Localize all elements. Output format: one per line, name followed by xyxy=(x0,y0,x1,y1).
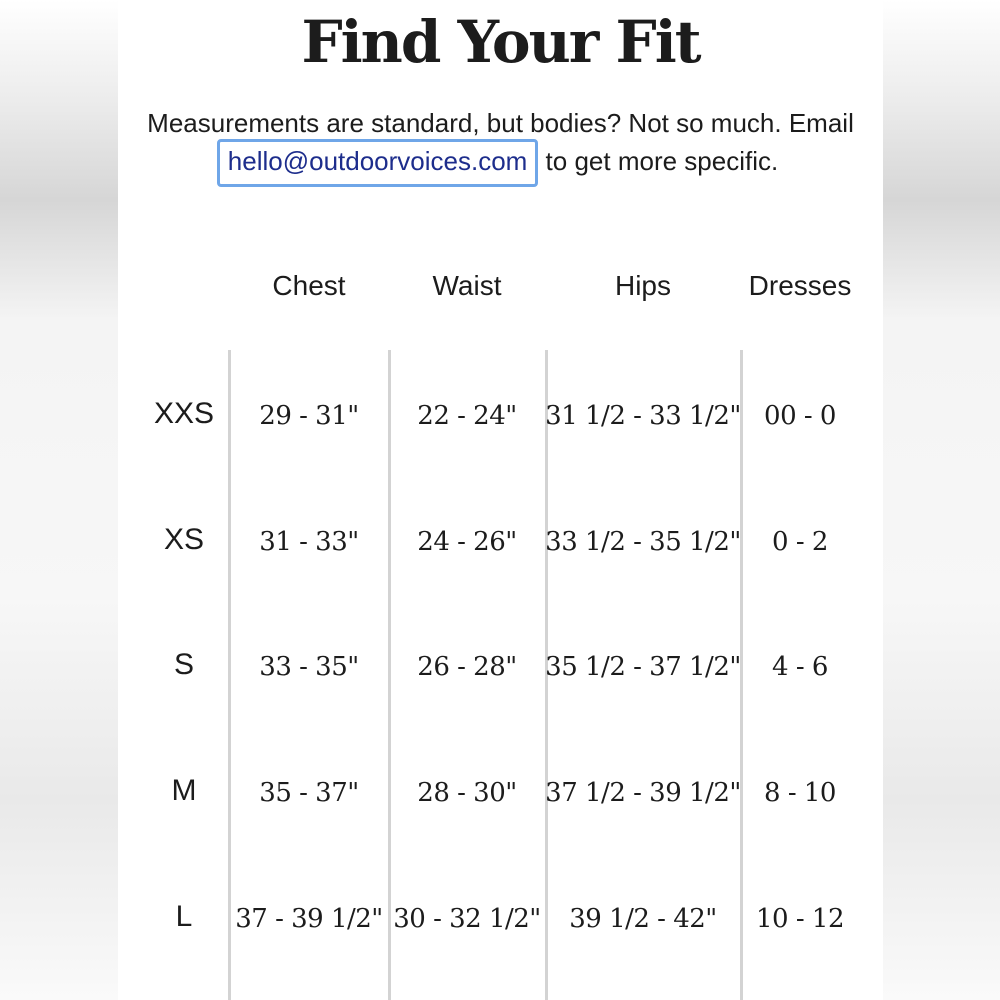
table-cell: 30 - 32 1/2" xyxy=(393,904,541,934)
size-label-l: L xyxy=(175,900,193,933)
table-cell: 31 1/2 - 33 1/2" xyxy=(545,401,741,431)
table-cell: 33 1/2 - 35 1/2" xyxy=(545,527,741,557)
table-cell: 37 1/2 - 39 1/2" xyxy=(545,778,741,808)
table-cell: 4 - 6 xyxy=(772,652,828,682)
size-label-m: M xyxy=(171,774,197,807)
column-header-hips: Hips xyxy=(614,270,672,301)
left-background xyxy=(0,0,118,1000)
intro-text-after: to get more specific. xyxy=(538,146,779,176)
column-header-chest: Chest xyxy=(272,270,346,301)
table-cell: 10 - 12 xyxy=(756,904,844,934)
column-header-dresses: Dresses xyxy=(748,270,852,301)
table-cell: 22 - 24" xyxy=(417,401,517,431)
column-divider xyxy=(388,350,391,1000)
size-label-xxs: XXS xyxy=(153,397,215,430)
table-cell: 00 - 0 xyxy=(764,401,836,431)
column-header-waist: Waist xyxy=(432,270,502,301)
size-guide-page xyxy=(118,0,883,1000)
page-title: Find Your Fit xyxy=(301,8,700,76)
table-cell: 8 - 10 xyxy=(764,778,836,808)
right-background xyxy=(882,0,1000,1000)
email-link[interactable]: hello@outdoorvoices.com xyxy=(217,139,539,187)
table-cell: 35 - 37" xyxy=(259,778,359,808)
size-label-s: S xyxy=(173,648,195,681)
table-cell: 28 - 30" xyxy=(417,778,517,808)
table-cell: 26 - 28" xyxy=(417,652,517,682)
intro-text xyxy=(118,104,883,180)
table-cell: 33 - 35" xyxy=(259,652,359,682)
table-cell: 29 - 31" xyxy=(259,401,359,431)
table-cell: 35 1/2 - 37 1/2" xyxy=(545,652,741,682)
table-cell: 0 - 2 xyxy=(772,527,828,557)
size-label-xs: XS xyxy=(163,523,205,556)
table-cell: 31 - 33" xyxy=(259,527,359,557)
intro-text-before: Measurements are standard, but bodies? Not so much. Email xyxy=(147,108,854,138)
column-divider xyxy=(228,350,231,1000)
table-cell: 37 - 39 1/2" xyxy=(235,904,383,934)
table-cell: 24 - 26" xyxy=(417,527,517,557)
table-cell: 39 1/2 - 42" xyxy=(569,904,717,934)
